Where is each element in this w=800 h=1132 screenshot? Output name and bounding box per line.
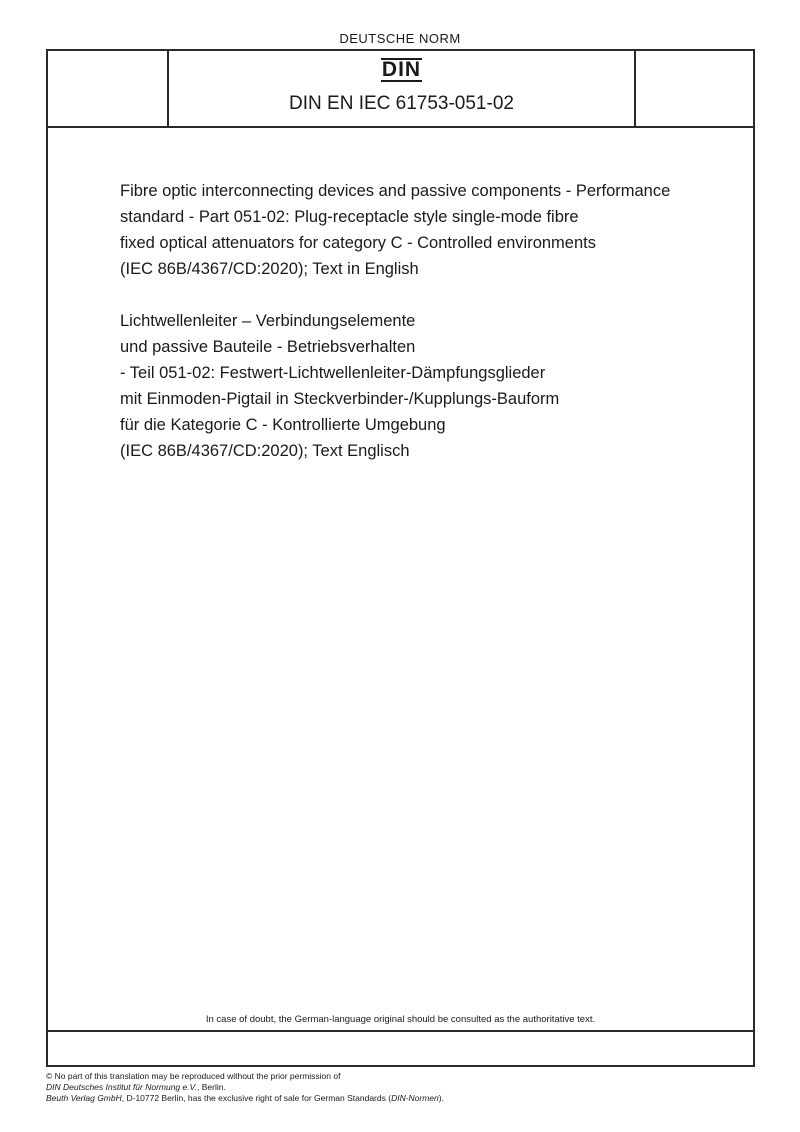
title-de-line: Lichtwellenleiter – Verbindungselemente xyxy=(120,312,416,330)
bottom-divider xyxy=(48,1030,753,1032)
title-en-line: standard - Part 051-02: Plug-receptacle style single-mode fibre xyxy=(120,208,579,226)
footer-rights-text: , D-10772 Berlin, has the exclusive right of sale for German Standards ( xyxy=(121,1093,392,1103)
header-cell-left xyxy=(48,51,169,126)
cover-frame xyxy=(46,49,755,1067)
copyright-footer xyxy=(46,1071,444,1104)
footer-org-name: DIN Deutsches Institut für Normung e.V. xyxy=(46,1082,198,1092)
header-cell-center xyxy=(169,51,636,126)
authoritative-text-note: In case of doubt, the German-language original should be consulted as the authoritative text. xyxy=(205,1014,596,1025)
title-de-line: - Teil 051-02: Festwert-Lichtwellenleiter-Dämpfungsglieder xyxy=(120,364,546,382)
footer-line-2 xyxy=(46,1082,444,1093)
title-de-line: (IEC 86B/4367/CD:2020); Text Englisch xyxy=(120,442,410,460)
title-de-line: mit Einmoden-Pigtail in Steckverbinder-/Kupplungs-Bauform xyxy=(120,390,560,408)
din-logo xyxy=(169,58,634,82)
title-de-line: und passive Bauteile - Betriebsverhalten xyxy=(120,338,416,356)
title-en-line: (IEC 86B/4367/CD:2020); Text in English xyxy=(120,260,419,278)
footer-din-normen: DIN-Normen xyxy=(391,1093,439,1103)
title-en-line: Fibre optic interconnecting devices and passive components - Performance xyxy=(120,182,671,200)
footer-org-location: , Berlin. xyxy=(197,1082,226,1092)
document-type-label: DEUTSCHE NORM xyxy=(339,31,461,46)
document-number: DIN EN IEC 61753-051-02 xyxy=(289,93,514,114)
title-en-line: fixed optical attenuators for category C - Controlled environments xyxy=(120,234,596,252)
footer-close: ). xyxy=(438,1093,444,1103)
footer-publisher: Beuth Verlag GmbH xyxy=(46,1093,122,1103)
header-row xyxy=(48,51,753,128)
title-spacer xyxy=(120,282,740,308)
footer-line-3 xyxy=(46,1093,444,1104)
footer-line-1: © No part of this translation may be reproduced without the prior permission of xyxy=(46,1071,341,1081)
title-de-line: für die Kategorie C - Kontrollierte Umgebung xyxy=(120,416,446,434)
title-block xyxy=(120,178,740,464)
din-logo-text: DIN xyxy=(381,58,422,81)
